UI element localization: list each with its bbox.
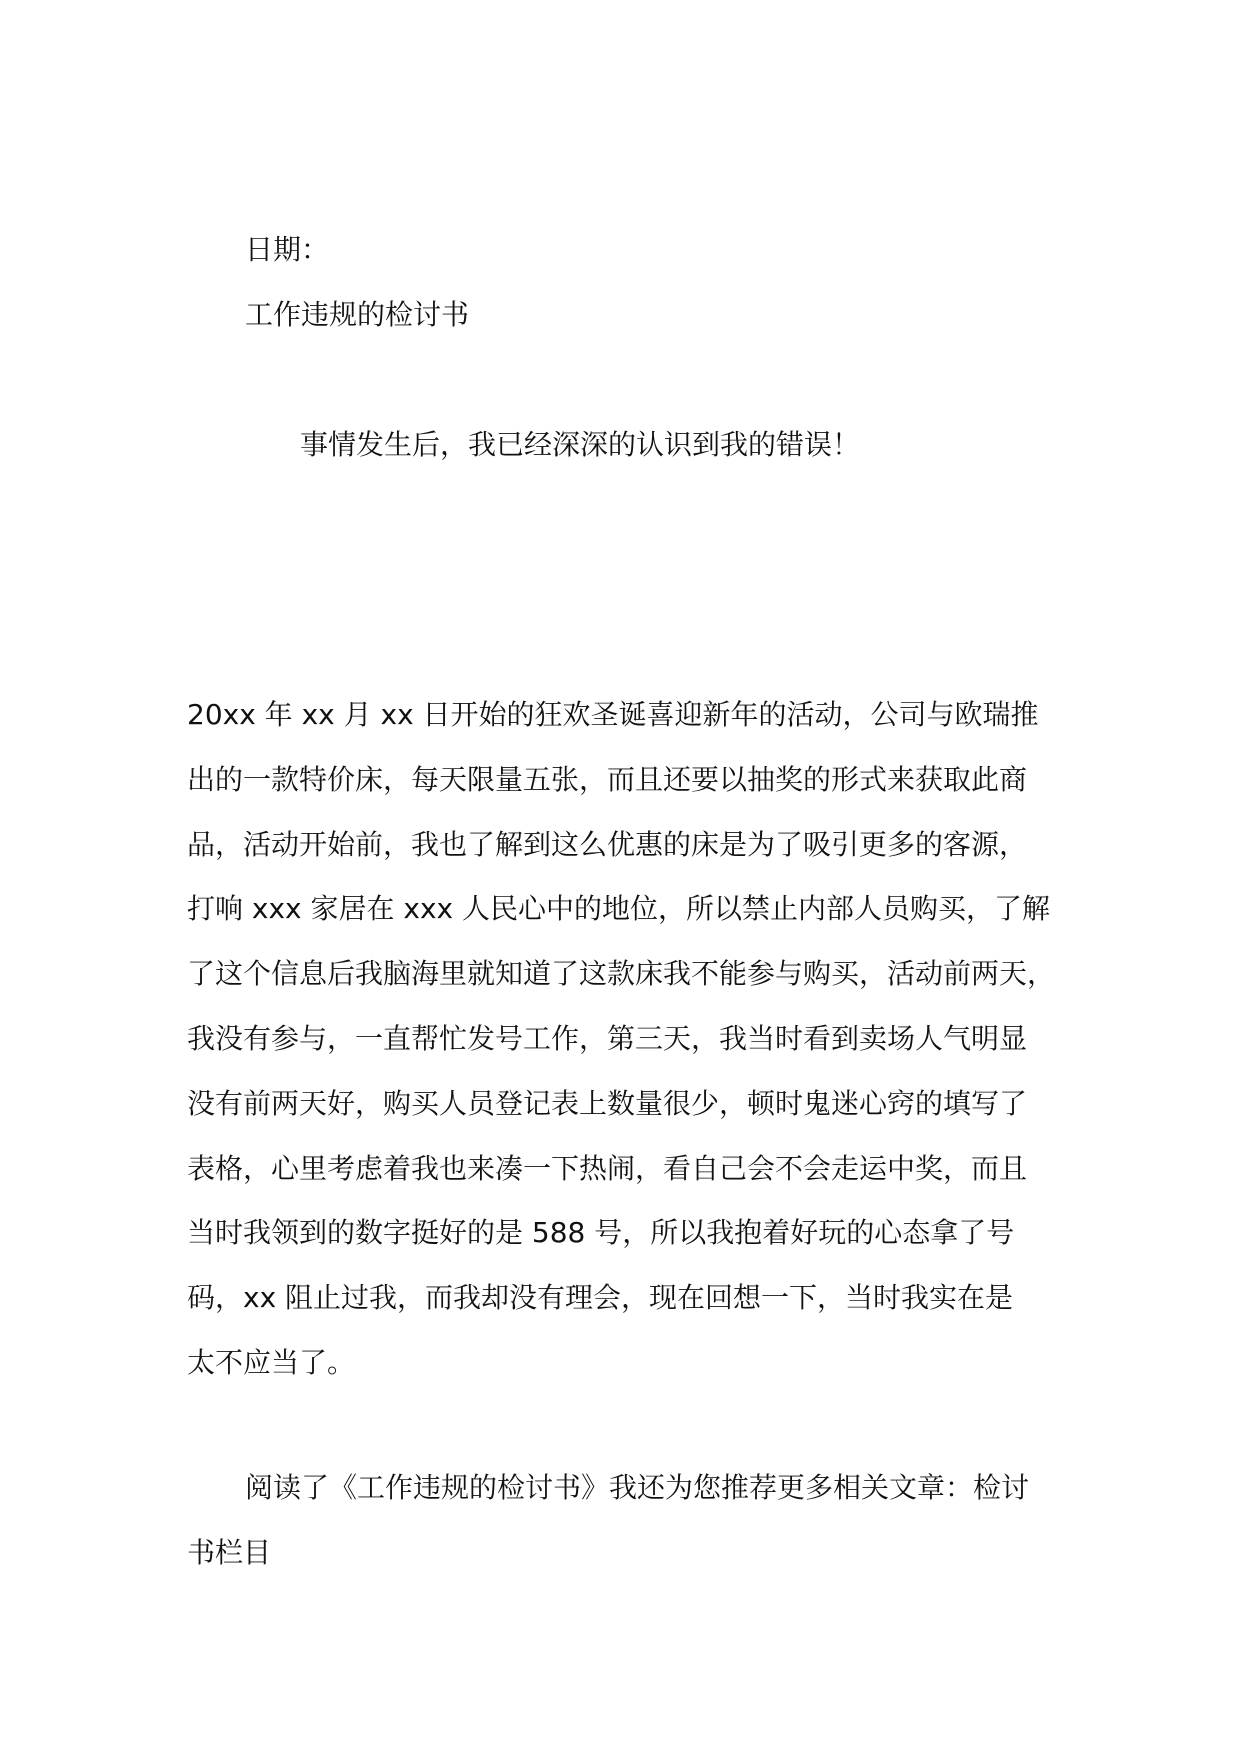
- body-line: 太不应当了。: [187, 1345, 356, 1379]
- body-line: 当时我领到的数字挺好的是 588 号，所以我抱着好玩的心态拿了号: [187, 1216, 1015, 1250]
- related-articles-paragraph: [187, 1456, 1087, 1586]
- body-line: 我没有参与，一直帮忙发号工作，第三天，我当时看到卖场人气明显: [187, 1021, 1028, 1055]
- body-paragraph: [187, 683, 1087, 1396]
- related-articles-line: 书栏目: [187, 1535, 272, 1569]
- body-line: 了这个信息后我脑海里就知道了这款床我不能参与购买，活动前两天，: [187, 957, 1056, 991]
- body-line: 品，活动开始前，我也了解到这么优惠的床是为了吸引更多的客源，: [187, 827, 1028, 861]
- body-line: 打响 xxx 家居在 xxx 人民心中的地位，所以禁止内部人员购买，了解: [187, 892, 1051, 926]
- body-line: 没有前两天好，购买人员登记表上数量很少，顿时鬼迷心窍的填写了: [187, 1086, 1028, 1120]
- date-label: 日期：: [245, 233, 330, 266]
- intro-sentence: 事情发生后，我已经深深的认识到我的错误！: [300, 428, 861, 461]
- related-articles-line: 阅读了《工作违规的检讨书》我还为您推荐更多相关文章：检讨: [245, 1471, 1030, 1504]
- body-line: 20xx 年 xx 月 xx 日开始的狂欢圣诞喜迎新年的活动，公司与欧瑞推: [187, 698, 1039, 731]
- body-line: 出的一款特价床，每天限量五张，而且还要以抽奖的形式来获取此商: [187, 762, 1028, 796]
- body-line: 表格，心里考虑着我也来凑一下热闹，看自己会不会走运中奖，而且: [187, 1151, 1028, 1185]
- document-title: 工作违规的检讨书: [245, 298, 470, 331]
- body-line: 码，xx 阻止过我，而我却没有理会，现在回想一下，当时我实在是: [187, 1281, 1014, 1315]
